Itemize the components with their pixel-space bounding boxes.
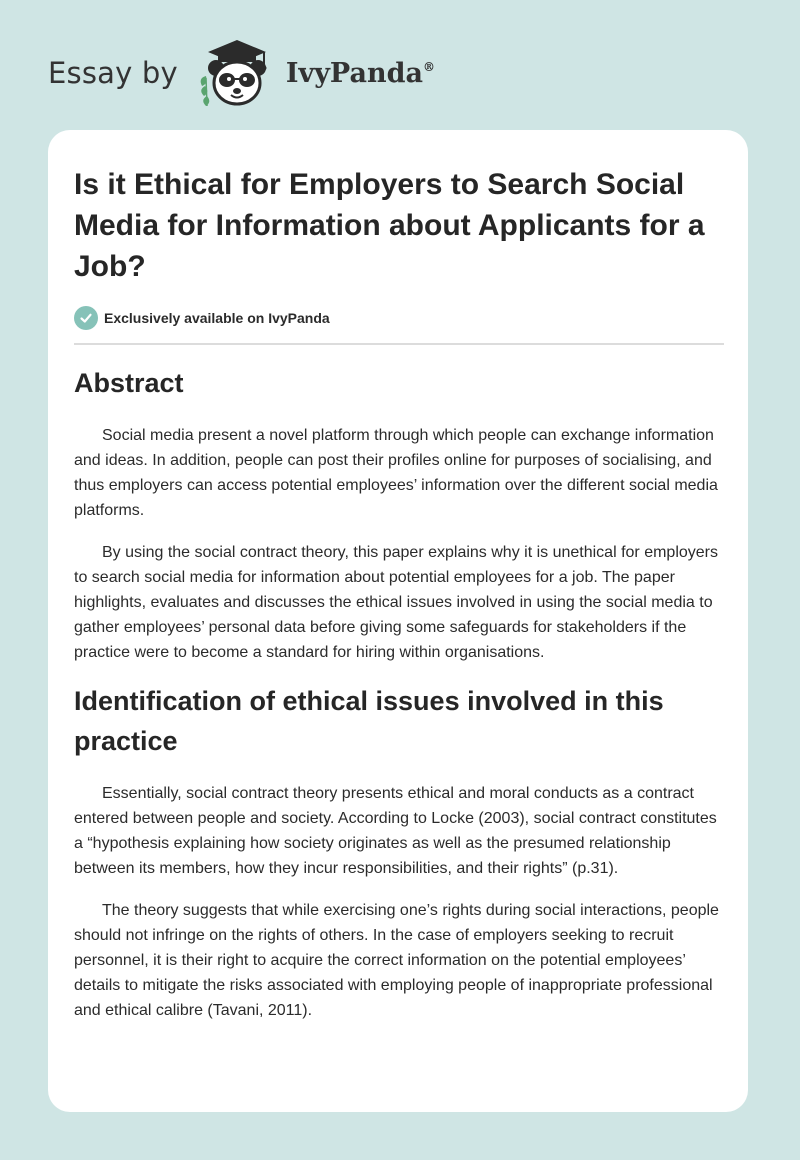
- registered-mark: ®: [422, 59, 435, 74]
- check-circle-icon: [74, 306, 98, 330]
- paragraph: Essentially, social contract theory presents ethical and moral conducts as a contract entered between people and society. According to Locke (2003), social contract constitutes a “hypothesis explaining how society originates as well as the presumed relationship between its members, how they incur responsibilities, and their rights” (p.31).: [74, 785, 717, 877]
- essay-by-label: Essay by: [48, 56, 178, 90]
- paragraph: The theory suggests that while exercising one’s rights during social interactions, people should not infringe on the rights of others. In the case of employers seeking to recruit personnel, it is their right to acquire the correct information on the potential employees’ details to mitigate the risks associated with employing people of inappropriate professional and ethical calibre (Tavani, 2011).: [74, 902, 719, 1019]
- exclusive-badge-label: Exclusively available on IvyPanda: [104, 310, 330, 326]
- exclusive-badge: [74, 306, 724, 330]
- site-header: [48, 38, 435, 108]
- article-card: [48, 130, 748, 1112]
- page-title: Is it Ethical for Employers to Search Social Media for Information about Applicants for a Job?: [74, 168, 705, 283]
- brand-name[interactable]: IvyPanda®: [285, 57, 435, 89]
- panda-logo-icon[interactable]: [194, 38, 280, 108]
- paragraph: Social media present a novel platform through which people can exchange information and ideas. In addition, people can post their profiles online for purposes of socialising, and thus employers can access potential employees’ information over the different social media platforms.: [74, 427, 718, 519]
- section-heading-ethical-issues: Identification of ethical issues involved in this practice: [74, 686, 664, 756]
- section-heading-abstract: Abstract: [74, 368, 184, 398]
- paragraph: By using the social contract theory, this paper explains why it is unethical for employers to search social media for information about potential employees for a job. The paper highlights, evaluates and discusses the ethical issues involved in using the social media to gather employees’ personal data before giving some safeguards for stakeholders if the practice were to become a standard for hiring within organisations.: [74, 544, 718, 661]
- title-divider: [74, 343, 724, 345]
- article-content: [74, 164, 724, 1023]
